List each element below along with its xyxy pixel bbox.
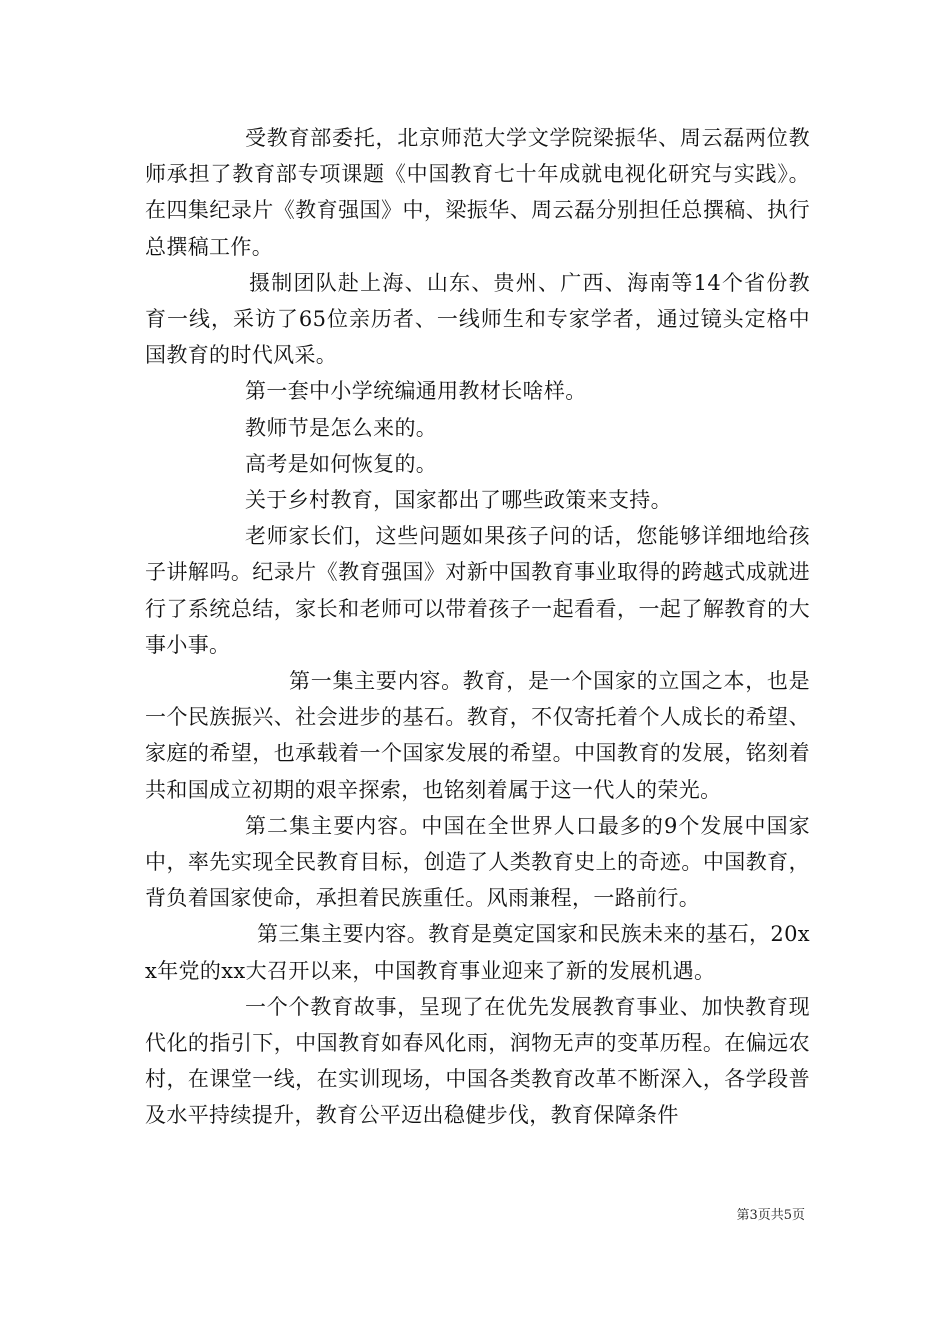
paragraph-parents-teachers: 老师家长们，这些问题如果孩子问的话，您能够详细地给孩子讲解吗。纪录片《教育强国》对新中国教育事业取得的跨越式成就进行了系统总结，家长和老师可以带着孩子一起看看，一起了解教育的大事小事。	[145, 524, 810, 657]
paragraph-question-rural-education: 关于乡村教育，国家都出了哪些政策来支持。	[245, 488, 672, 513]
paragraph-question-teachers-day: 教师节是怎么来的。	[245, 415, 438, 440]
page-number-footer: 第3页共5页	[736, 1208, 805, 1223]
paragraph-episode-one: 第一集主要内容。教育，是一个国家的立国之本，也是一个民族振兴、社会进步的基石。教育，不仅寄托着个人成长的希望、家庭的希望，也承载着一个国家发展的希望。中国教育的发展，铭刻着共和国成立初期的艰辛探索，也铭刻着属于这一代人的荣光。	[145, 669, 810, 802]
paragraph-question-gaokao: 高考是如何恢复的。	[245, 451, 438, 476]
paragraph-episode-three: 第三集主要内容。教育是奠定国家和民族未来的基石，20xx年党的xx大召开以来，中国教育事业迎来了新的发展机遇。	[145, 922, 810, 983]
paragraph-question-textbook: 第一套中小学统编通用教材长啥样。	[245, 379, 587, 404]
paragraph-episode-two: 第二集主要内容。中国在全世界人口最多的9个发展中国家中，率先实现全民教育目标，创造了人类教育史上的奇迹。中国教育，背负着国家使命，承担着民族重任。风雨兼程，一路前行。	[145, 813, 810, 911]
paragraph-commission: 受教育部委托，北京师范大学文学院梁振华、周云磊两位教师承担了教育部专项课题《中国教育七十年成就电视化研究与实践》。在四集纪录片《教育强国》中，梁振华、周云磊分别担任总撰稿、执行总撰稿工作。	[145, 126, 810, 259]
document-body	[145, 120, 810, 1134]
paragraph-filming-team: 摄制团队赴上海、山东、贵州、广西、海南等14个省份教育一线，采访了65位亲历者、一线师生和专家学者，通过镜头定格中国教育的时代风采。	[145, 270, 810, 368]
paragraph-education-stories: 一个个教育故事，呈现了在优先发展教育事业、加快教育现代化的指引下，中国教育如春风化雨，润物无声的变革历程。在偏远农村，在课堂一线，在实训现场，中国各类教育改革不断深入，各学段普及水平持续提升，教育公平迈出稳健步伐，教育保障条件	[145, 994, 810, 1128]
